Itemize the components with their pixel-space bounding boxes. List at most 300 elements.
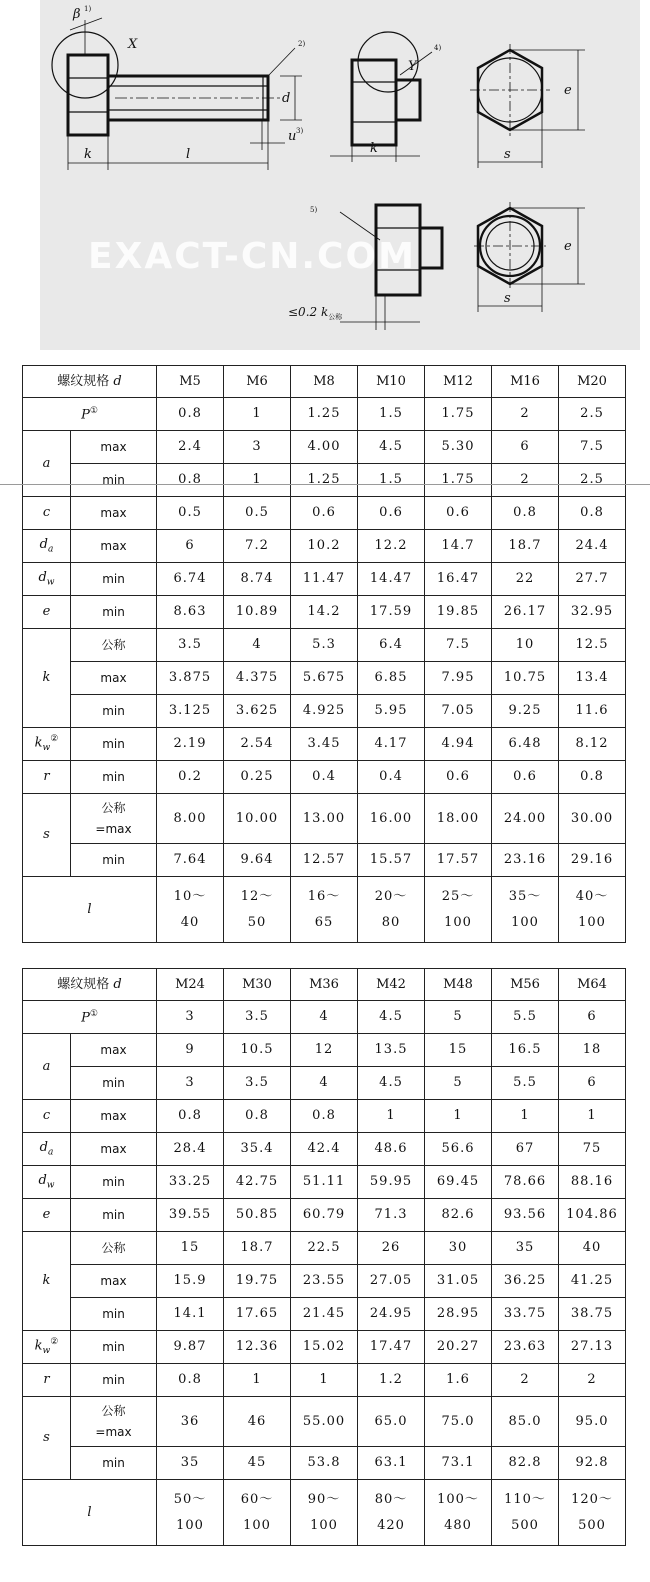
value-cell xyxy=(559,1199,626,1232)
symbol-cell xyxy=(23,1397,71,1480)
value-cell xyxy=(358,563,425,596)
value-text: 2 xyxy=(520,472,530,488)
value-cell xyxy=(492,1034,559,1067)
limit-cell xyxy=(71,1298,157,1331)
value-cell xyxy=(425,1331,492,1364)
value-text: 0.6 xyxy=(379,505,403,521)
value-cell xyxy=(559,794,626,844)
value-cell xyxy=(157,1232,224,1265)
value-cell xyxy=(492,794,559,844)
value-text: 3.5 xyxy=(245,1075,269,1091)
value-cell xyxy=(559,1166,626,1199)
value-cell xyxy=(224,1199,291,1232)
value-text: 1 xyxy=(252,1372,262,1388)
value-cell xyxy=(224,1166,291,1199)
value-text: 1 xyxy=(252,472,262,488)
value-cell xyxy=(492,761,559,794)
value-cell xyxy=(358,1034,425,1067)
value-cell xyxy=(157,398,224,431)
value-text: 6 xyxy=(587,1009,597,1025)
limit-cell xyxy=(71,1265,157,1298)
value-text: 46 xyxy=(247,1413,267,1429)
value-text: 10.00 xyxy=(235,810,279,826)
symbol-text: d xyxy=(38,1172,47,1188)
value-text: 0.25 xyxy=(240,769,274,785)
limit-text: min xyxy=(102,736,125,751)
value-cell xyxy=(492,1199,559,1232)
value-text: 1 xyxy=(252,406,262,422)
value-cell xyxy=(291,398,358,431)
value-text: 13.00 xyxy=(302,810,346,826)
footnote-mark: ② xyxy=(50,1337,59,1348)
limit-text: max xyxy=(100,1273,127,1288)
value-cell xyxy=(425,1232,492,1265)
bolt-technical-drawing xyxy=(40,0,640,350)
symbol-cell xyxy=(23,1100,71,1133)
limit-text: min xyxy=(102,604,125,619)
value-cell xyxy=(425,431,492,464)
value-text: 2.54 xyxy=(240,736,274,752)
value-text: 18.7 xyxy=(240,1240,274,1256)
limit-text: min xyxy=(102,1075,125,1090)
value-cell xyxy=(358,497,425,530)
value-cell xyxy=(157,1001,224,1034)
value-text: 22 xyxy=(515,571,535,587)
value-cell xyxy=(492,1100,559,1133)
value-cell xyxy=(157,794,224,844)
d-label: d xyxy=(282,91,291,106)
value-text: 26 xyxy=(381,1240,401,1256)
table-row xyxy=(23,1166,626,1199)
value-cell xyxy=(425,662,492,695)
value-text: 0.8 xyxy=(312,1108,336,1124)
value-text: 1.6 xyxy=(446,1372,470,1388)
value-text: 16.00 xyxy=(369,810,413,826)
value-cell xyxy=(224,728,291,761)
table-row xyxy=(23,1100,626,1133)
table-row xyxy=(23,844,626,877)
value-cell xyxy=(291,1298,358,1331)
value-cell xyxy=(291,877,358,943)
value-text: 2 xyxy=(520,406,530,422)
value-text: 15.02 xyxy=(302,1339,346,1355)
value-text: 38.75 xyxy=(570,1306,614,1322)
value-cell xyxy=(492,1447,559,1480)
value-text: 63.1 xyxy=(374,1455,408,1471)
value-text: 2.4 xyxy=(178,439,202,455)
value-text: 4.00 xyxy=(307,439,341,455)
value-cell xyxy=(425,1298,492,1331)
value-text: 24.4 xyxy=(575,538,609,554)
value-cell xyxy=(157,1298,224,1331)
symbol-text: e xyxy=(42,604,51,620)
value-text: 16.47 xyxy=(436,571,480,587)
value-line: 65 xyxy=(314,914,334,930)
value-cell xyxy=(358,1364,425,1397)
value-cell xyxy=(157,695,224,728)
value-cell xyxy=(224,1397,291,1447)
y-label: Y xyxy=(408,59,417,74)
value-text: 40 xyxy=(582,1240,602,1256)
value-text: 16.5 xyxy=(508,1042,542,1058)
value-text: 15.57 xyxy=(369,852,413,868)
value-text: 0.6 xyxy=(312,505,336,521)
size-header-cell: M5 xyxy=(157,366,224,398)
value-cell xyxy=(425,596,492,629)
symbol-cell xyxy=(23,1034,71,1100)
table-row xyxy=(23,530,626,563)
symbol-cell xyxy=(23,1232,71,1331)
value-text: 1 xyxy=(453,1108,463,1124)
value-text: 1.2 xyxy=(379,1372,403,1388)
value-text: 3.875 xyxy=(168,670,212,686)
value-cell xyxy=(291,1001,358,1034)
symbol-cell xyxy=(23,1133,71,1166)
k-label: k xyxy=(84,147,92,162)
value-line: 20～ xyxy=(374,888,408,904)
value-text: 0.8 xyxy=(580,505,604,521)
limit-text-2: =max xyxy=(95,821,132,836)
beta-note: 1) xyxy=(84,5,92,13)
value-text: 9.87 xyxy=(173,1339,207,1355)
value-text: 8.63 xyxy=(173,604,207,620)
value-text: 42.4 xyxy=(307,1141,341,1157)
value-cell xyxy=(157,1480,224,1546)
value-cell xyxy=(358,464,425,497)
value-text: 10.2 xyxy=(307,538,341,554)
symbol-text: c xyxy=(42,1108,51,1124)
table-row xyxy=(23,728,626,761)
limit-text: max xyxy=(100,1108,127,1123)
value-text: 9.64 xyxy=(240,852,274,868)
value-cell xyxy=(291,1166,358,1199)
value-cell xyxy=(224,563,291,596)
value-cell xyxy=(492,728,559,761)
value-cell xyxy=(358,1232,425,1265)
value-text: 39.55 xyxy=(168,1207,212,1223)
value-cell xyxy=(157,563,224,596)
limit-cell xyxy=(71,1133,157,1166)
value-text: 5.30 xyxy=(441,439,475,455)
value-cell xyxy=(425,695,492,728)
value-cell xyxy=(358,695,425,728)
value-cell xyxy=(358,530,425,563)
value-cell xyxy=(291,1447,358,1480)
value-cell xyxy=(425,728,492,761)
value-line: 100 xyxy=(310,1517,338,1533)
value-text: 6 xyxy=(185,538,195,554)
value-cell xyxy=(157,629,224,662)
value-cell xyxy=(157,877,224,943)
value-cell xyxy=(224,1133,291,1166)
value-text: 14.1 xyxy=(173,1306,207,1322)
symbol-cell xyxy=(23,497,71,530)
value-text: 4 xyxy=(252,637,262,653)
thread-spec-header xyxy=(23,366,157,398)
value-text: 93.56 xyxy=(503,1207,547,1223)
value-line: 100 xyxy=(444,914,472,930)
value-text: 69.45 xyxy=(436,1174,480,1190)
value-line: 80 xyxy=(381,914,401,930)
limit-text: min xyxy=(102,1339,125,1354)
limit-text: min xyxy=(102,1207,125,1222)
value-text: 88.16 xyxy=(570,1174,614,1190)
value-cell xyxy=(358,662,425,695)
value-text: 14.47 xyxy=(369,571,413,587)
value-cell xyxy=(358,1166,425,1199)
symbol-cell xyxy=(23,1199,71,1232)
symbol-subscript: a xyxy=(47,1147,54,1158)
value-text: 7.64 xyxy=(173,852,207,868)
size-header-cell: M10 xyxy=(358,366,425,398)
symbol-subscript: a xyxy=(47,544,54,555)
value-cell xyxy=(559,596,626,629)
value-cell xyxy=(492,877,559,943)
symbol-cell xyxy=(23,794,71,877)
value-cell xyxy=(224,596,291,629)
limit-cell xyxy=(71,530,157,563)
l-label: l xyxy=(186,147,191,162)
value-cell xyxy=(224,1447,291,1480)
value-text: 2.19 xyxy=(173,736,207,752)
value-text: 12.2 xyxy=(374,538,408,554)
symbol-text: s xyxy=(43,827,50,843)
limit-cell xyxy=(71,1166,157,1199)
symbol-cell xyxy=(23,563,71,596)
symbol-cell xyxy=(23,629,71,728)
value-cell xyxy=(291,464,358,497)
value-cell xyxy=(291,1034,358,1067)
limit-label: ≤0.2 $k_{公称}$ xyxy=(288,305,343,321)
value-text: 82.6 xyxy=(441,1207,475,1223)
value-cell xyxy=(559,398,626,431)
x-label: X xyxy=(128,37,138,52)
value-cell xyxy=(492,464,559,497)
value-text: 0.4 xyxy=(379,769,403,785)
value-cell xyxy=(291,662,358,695)
scan-divider xyxy=(0,484,650,485)
value-text: 3.5 xyxy=(178,637,202,653)
watermark-text: EXACT-CN.COM xyxy=(88,236,416,277)
value-cell xyxy=(492,431,559,464)
value-cell xyxy=(224,398,291,431)
value-cell xyxy=(358,1067,425,1100)
table-row xyxy=(23,1480,626,1546)
value-text: 6 xyxy=(520,439,530,455)
value-text: 13.4 xyxy=(575,670,609,686)
value-cell xyxy=(224,1232,291,1265)
limit-text: 公称 xyxy=(101,637,126,652)
value-cell xyxy=(224,431,291,464)
symbol-subscript: w xyxy=(42,743,51,754)
size-header-cell: M30 xyxy=(224,969,291,1001)
note-4: 4) xyxy=(434,44,442,52)
value-text: 65.0 xyxy=(374,1413,408,1429)
symbol-text: d xyxy=(38,569,47,585)
value-cell xyxy=(224,662,291,695)
value-cell xyxy=(157,431,224,464)
symbol-text: l xyxy=(87,901,92,917)
hex-top-view-2 xyxy=(474,202,585,312)
value-cell xyxy=(224,497,291,530)
symbol-subscript: w xyxy=(46,577,55,588)
symbol-cell xyxy=(23,431,71,497)
value-cell xyxy=(425,530,492,563)
value-text: 20.27 xyxy=(436,1339,480,1355)
value-cell xyxy=(425,1133,492,1166)
value-text: 1.75 xyxy=(441,406,475,422)
symbol-cell xyxy=(23,1364,71,1397)
value-text: 1.75 xyxy=(441,472,475,488)
value-line: 35～ xyxy=(508,888,542,904)
value-line: 420 xyxy=(377,1517,405,1533)
value-text: 5.5 xyxy=(513,1075,537,1091)
size-header-cell: M56 xyxy=(492,969,559,1001)
header-row xyxy=(23,366,626,398)
value-cell xyxy=(291,844,358,877)
value-cell xyxy=(291,761,358,794)
value-cell xyxy=(157,497,224,530)
value-text: 28.4 xyxy=(173,1141,207,1157)
thread-spec-var: d xyxy=(113,373,122,389)
value-cell xyxy=(291,629,358,662)
value-text: 11.47 xyxy=(302,571,346,587)
symbol-text: k xyxy=(42,670,51,686)
value-text: 1.5 xyxy=(379,472,403,488)
value-text: 53.8 xyxy=(307,1455,341,1471)
value-text: 3 xyxy=(185,1009,195,1025)
value-cell xyxy=(358,1001,425,1034)
value-cell xyxy=(291,1480,358,1546)
value-text: 4 xyxy=(319,1009,329,1025)
size-header-cell: M20 xyxy=(559,366,626,398)
value-cell xyxy=(224,695,291,728)
limit-cell xyxy=(71,431,157,464)
table-row xyxy=(23,1001,626,1034)
limit-text: max xyxy=(100,538,127,553)
value-text: 1.25 xyxy=(307,472,341,488)
value-text: 12.36 xyxy=(235,1339,279,1355)
value-text: 3.125 xyxy=(168,703,212,719)
value-cell xyxy=(559,877,626,943)
value-line: 480 xyxy=(444,1517,472,1533)
value-text: 42.75 xyxy=(235,1174,279,1190)
value-text: 1.5 xyxy=(379,406,403,422)
value-text: 0.5 xyxy=(245,505,269,521)
value-cell xyxy=(492,1001,559,1034)
value-cell xyxy=(425,1067,492,1100)
value-cell xyxy=(157,761,224,794)
value-cell xyxy=(559,563,626,596)
value-cell xyxy=(358,398,425,431)
value-text: 10.89 xyxy=(235,604,279,620)
value-text: 67 xyxy=(515,1141,535,1157)
value-cell xyxy=(492,563,559,596)
value-line: 120～ xyxy=(571,1491,613,1507)
value-cell xyxy=(559,662,626,695)
value-cell xyxy=(291,596,358,629)
value-cell xyxy=(358,877,425,943)
value-cell xyxy=(492,1232,559,1265)
value-cell xyxy=(291,695,358,728)
table-row xyxy=(23,431,626,464)
value-text: 36.25 xyxy=(503,1273,547,1289)
spec-table-2 xyxy=(22,968,626,1546)
size-header-cell: M12 xyxy=(425,366,492,398)
symbol-text: k xyxy=(34,735,43,751)
value-text: 8.12 xyxy=(575,736,609,752)
value-cell xyxy=(425,1100,492,1133)
value-text: 12 xyxy=(314,1042,334,1058)
value-text: 23.63 xyxy=(503,1339,547,1355)
limit-cell xyxy=(71,497,157,530)
value-text: 13.5 xyxy=(374,1042,408,1058)
size-header-cell: M24 xyxy=(157,969,224,1001)
symbol-cell xyxy=(23,877,157,943)
value-cell xyxy=(559,695,626,728)
value-text: 6.74 xyxy=(173,571,207,587)
value-text: 7.95 xyxy=(441,670,475,686)
symbol-text: l xyxy=(87,1504,92,1520)
value-cell xyxy=(157,1133,224,1166)
value-cell xyxy=(157,1166,224,1199)
value-text: 26.17 xyxy=(503,604,547,620)
symbol-text: d xyxy=(39,536,48,552)
value-cell xyxy=(425,761,492,794)
size-header-cell: M6 xyxy=(224,366,291,398)
value-text: 17.57 xyxy=(436,852,480,868)
limit-text: min xyxy=(102,571,125,586)
value-cell xyxy=(425,497,492,530)
value-cell xyxy=(291,530,358,563)
value-text: 4.5 xyxy=(379,439,403,455)
value-cell xyxy=(492,1067,559,1100)
table-row xyxy=(23,497,626,530)
value-cell xyxy=(291,563,358,596)
value-text: 27.13 xyxy=(570,1339,614,1355)
value-text: 17.47 xyxy=(369,1339,413,1355)
symbol-text: r xyxy=(43,769,50,785)
value-cell xyxy=(492,398,559,431)
value-cell xyxy=(291,728,358,761)
symbol-cell xyxy=(23,1331,71,1364)
value-text: 17.65 xyxy=(235,1306,279,1322)
value-cell xyxy=(425,844,492,877)
value-cell xyxy=(559,761,626,794)
table-row xyxy=(23,1034,626,1067)
value-cell xyxy=(157,1331,224,1364)
limit-cell xyxy=(71,1364,157,1397)
symbol-text: s xyxy=(43,1430,50,1446)
value-line: 12～ xyxy=(240,888,274,904)
value-text: 56.6 xyxy=(441,1141,475,1157)
value-text: 22.5 xyxy=(307,1240,341,1256)
value-cell xyxy=(559,1397,626,1447)
limit-text: min xyxy=(102,769,125,784)
value-cell xyxy=(559,728,626,761)
value-text: 1 xyxy=(319,1372,329,1388)
value-text: 2 xyxy=(587,1372,597,1388)
table-row xyxy=(23,761,626,794)
value-text: 31.05 xyxy=(436,1273,480,1289)
value-cell xyxy=(492,1480,559,1546)
value-text: 3.625 xyxy=(235,703,279,719)
value-text: 48.6 xyxy=(374,1141,408,1157)
value-text: 0.8 xyxy=(245,1108,269,1124)
value-line: 40～ xyxy=(575,888,609,904)
limit-cell xyxy=(71,662,157,695)
value-text: 4.94 xyxy=(441,736,475,752)
